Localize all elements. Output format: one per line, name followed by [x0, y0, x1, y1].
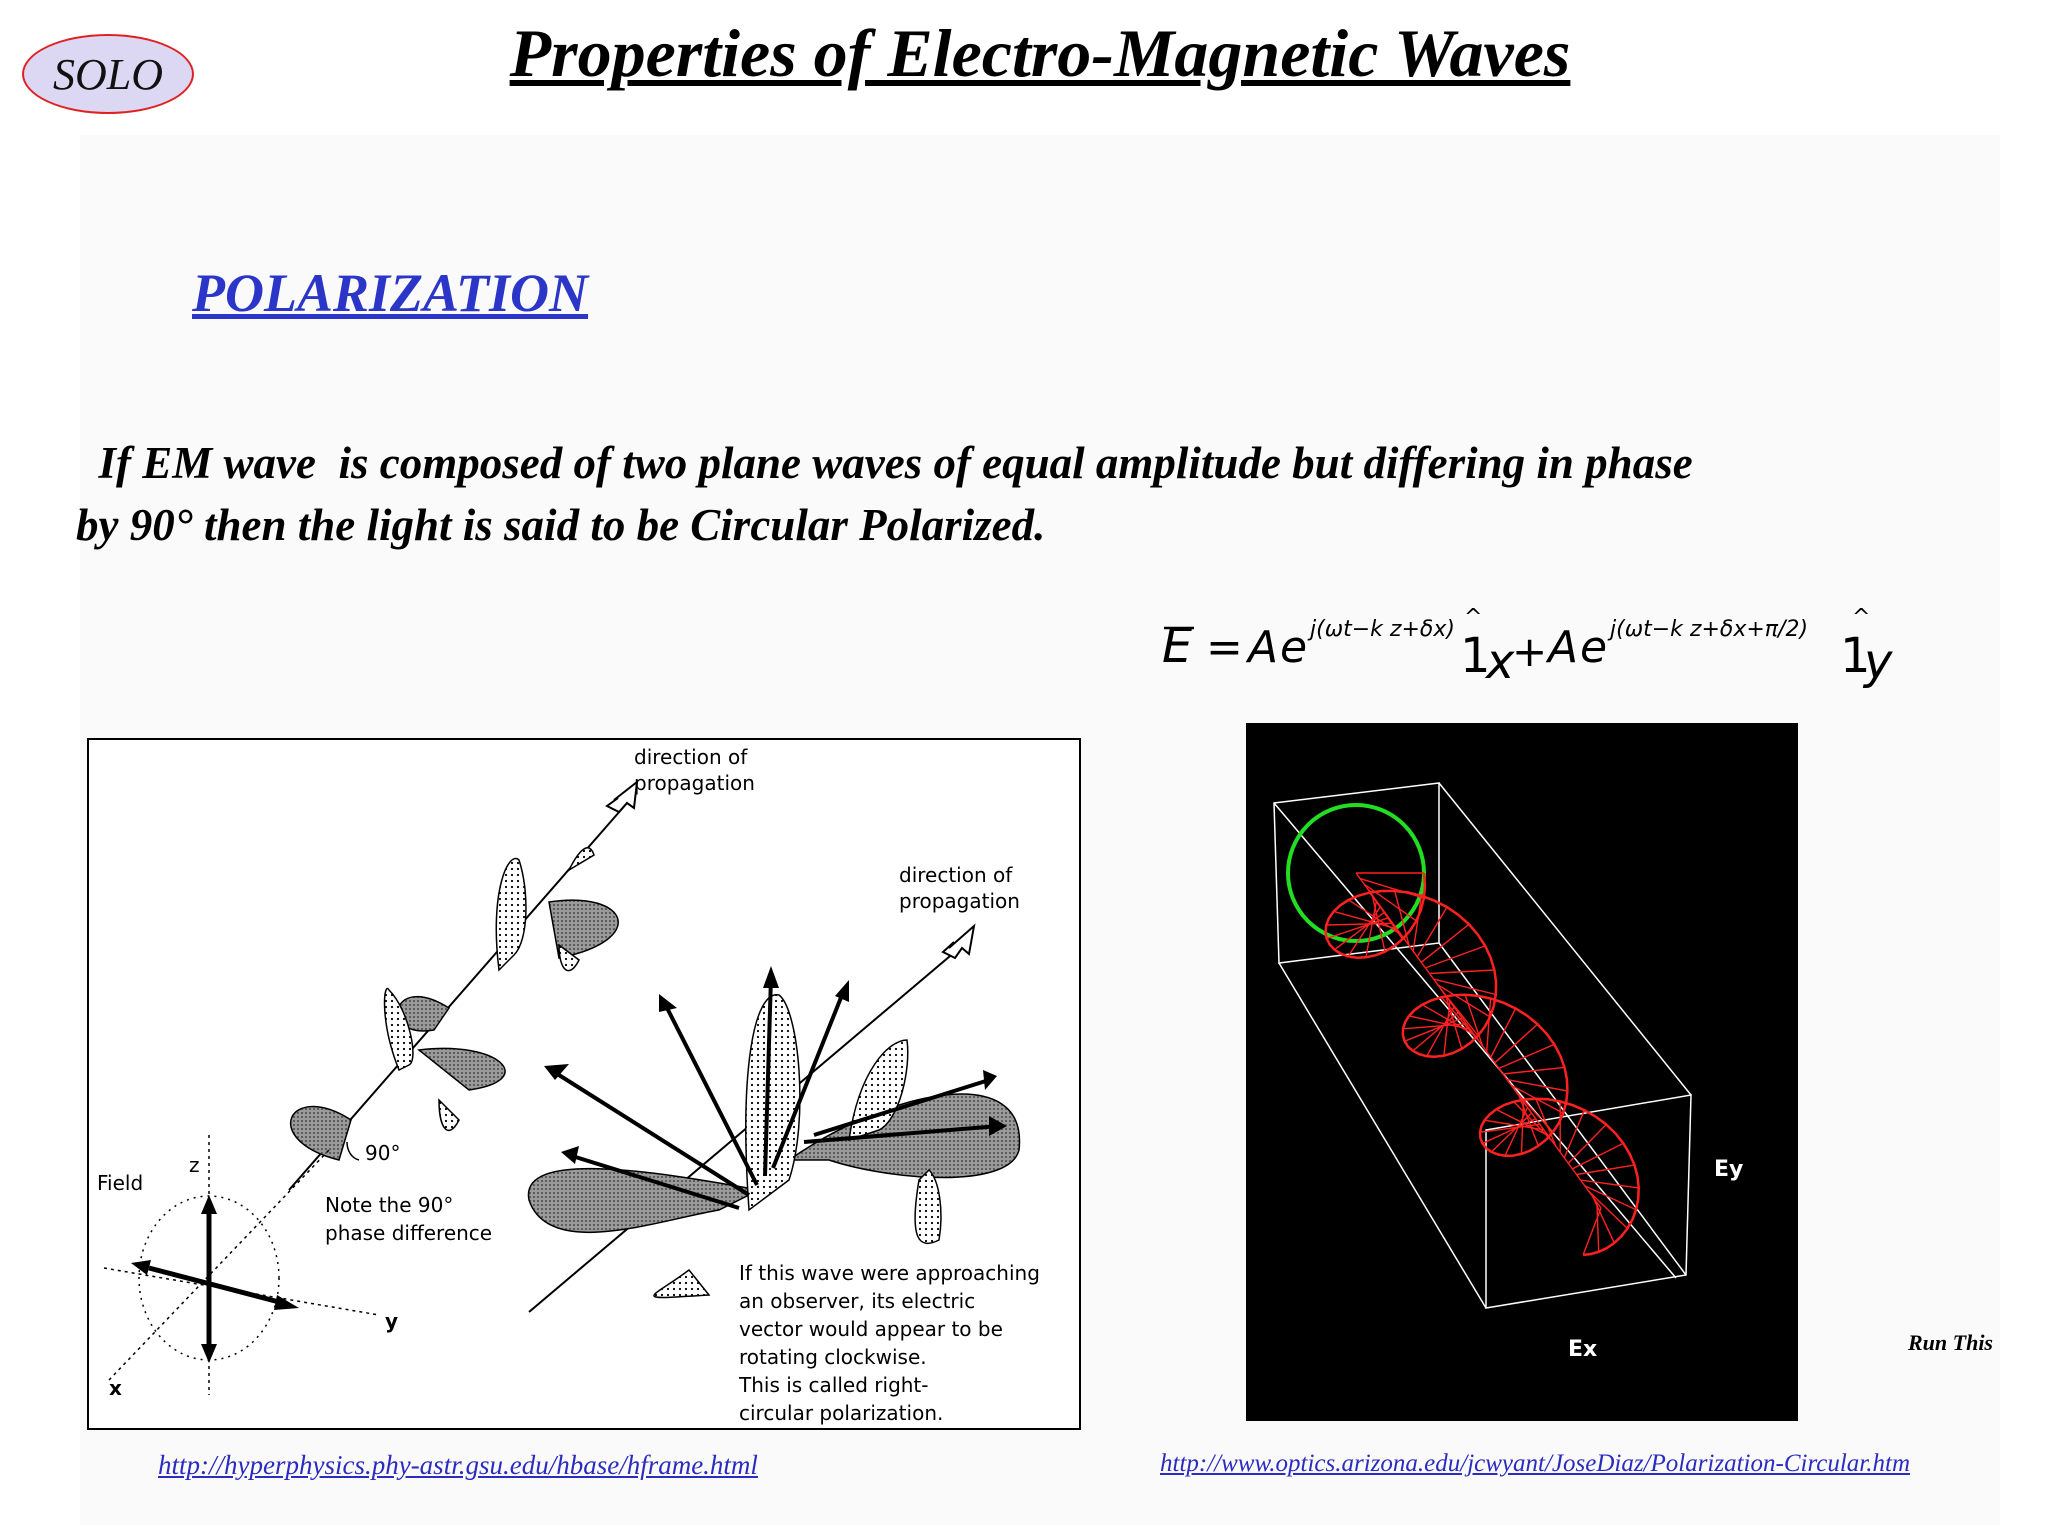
- formula-plus: +: [1512, 627, 1548, 676]
- label-direction-2-line2: propagation: [899, 889, 1020, 913]
- formula-exponent-1: j(ωt−k z+δx): [1310, 617, 1455, 642]
- solo-logo: SOLO: [22, 34, 194, 114]
- label-ey: Ey: [1714, 1157, 1744, 1182]
- arrowhead: [763, 966, 779, 988]
- label-direction-1-line2: propagation: [634, 771, 755, 795]
- formula-exponent-2: j(ωt−k z+δx+π/2): [1610, 617, 1809, 642]
- lower-direction-arrow: [943, 926, 974, 958]
- formula-hat-y: ^: [1852, 605, 1871, 630]
- arrowhead: [201, 1195, 217, 1214]
- label-y: y: [385, 1309, 399, 1333]
- arrowhead: [835, 980, 849, 1002]
- wave-lobe-dark: [419, 1048, 505, 1090]
- formula-unit-1: 1: [1460, 628, 1491, 684]
- label-ex: Ex: [1568, 1337, 1598, 1362]
- arrowhead: [561, 1146, 579, 1164]
- hyperphysics-link[interactable]: http://hyperphysics.phy-astr.gsu.edu/hbase/hframe.html: [158, 1450, 758, 1480]
- wave-lobe-dark: [291, 1107, 351, 1160]
- section-heading: POLARIZATION: [192, 263, 589, 323]
- label-x: x: [109, 1376, 122, 1400]
- label-direction-2-line1: direction of: [899, 863, 1013, 887]
- body-paragraph: [76, 432, 1976, 556]
- label-note-line2: phase difference: [325, 1221, 493, 1245]
- polarization-formula: [1150, 600, 2010, 710]
- arrowhead: [274, 1295, 299, 1310]
- wave-lobe-dotted: [496, 858, 526, 970]
- label-angle: 90°: [365, 1141, 401, 1165]
- formula-E: E: [1162, 618, 1193, 674]
- caption-line-6: circular polarization.: [739, 1401, 944, 1425]
- label-direction-1-line1: direction of: [634, 745, 748, 769]
- wave-lobe-dotted: [915, 1170, 941, 1243]
- arrowhead: [983, 1070, 997, 1090]
- upper-direction-arrow: [607, 782, 637, 812]
- field-vector-horizontal: [149, 1268, 279, 1302]
- label-z: z: [189, 1153, 200, 1177]
- wave-lobe-dotted: [654, 1270, 709, 1297]
- caption-line-5: This is called right-: [739, 1373, 929, 1397]
- body-line-2: by 90° then the light is said to be Circular Polarized.: [76, 500, 1046, 550]
- body-line-1: If EM wave is composed of two plane waves of equal amplitude but differing in phase: [76, 438, 1693, 488]
- angle-arc: [347, 1142, 359, 1160]
- caption-line-3: vector would appear to be: [739, 1317, 1003, 1341]
- label-field: Field: [97, 1171, 144, 1195]
- formula-equals: =: [1206, 622, 1243, 673]
- wave-lobe-dotted: [439, 1100, 459, 1130]
- formula-y: y: [1864, 634, 1893, 690]
- caption-block: [738, 1261, 1040, 1425]
- circular-polarization-diagram: [87, 738, 1081, 1430]
- label-note-line1: Note the 90°: [325, 1193, 454, 1217]
- arrowhead: [659, 994, 677, 1012]
- page-title: Properties of Electro-Magnetic Waves: [509, 15, 1571, 91]
- formula-x: x: [1486, 634, 1515, 690]
- formula-hat-x: ^: [1464, 605, 1483, 630]
- optics-arizona-link[interactable]: http://www.optics.arizona.edu/jcwyant/JoseDiaz/Polarization-Circular.htm: [1160, 1450, 1910, 1477]
- formula-unit-2: 1: [1840, 628, 1871, 684]
- caption-line-2: an observer, its electric: [739, 1289, 976, 1313]
- caption-line-1: If this wave were approaching: [739, 1261, 1040, 1285]
- caption-line-4: rotating clockwise.: [739, 1345, 927, 1369]
- formula-A1: A: [1248, 622, 1279, 673]
- wave-lobe-dotted: [569, 848, 594, 870]
- run-this-link[interactable]: Run This: [1908, 1330, 1993, 1355]
- formula-e2: e: [1580, 622, 1608, 673]
- formula-A2: A: [1548, 622, 1579, 673]
- formula-e1: e: [1280, 622, 1308, 673]
- circular-polarization-animation[interactable]: [1246, 723, 1798, 1421]
